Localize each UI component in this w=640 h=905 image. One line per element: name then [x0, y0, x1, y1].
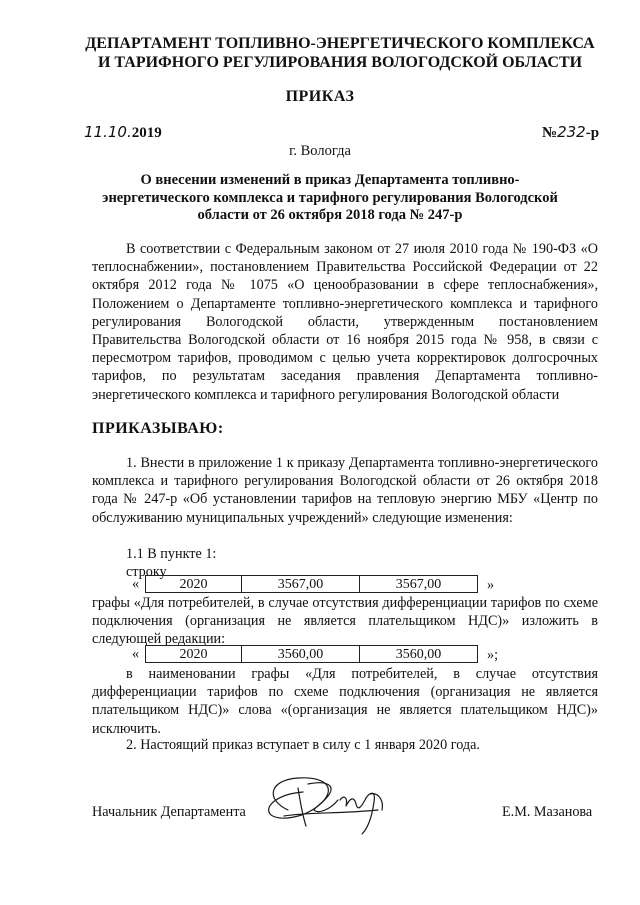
command-word: ПРИКАЗЫВАЮ:: [92, 420, 224, 437]
naming-paragraph: в наименовании графы «Для потребителей, в случае отсутствия дифференциации тарифов по схеме подключения (организация не является плательщиком НДС)» слова «(организация не является плательщиком НДС)» исключить.: [92, 666, 598, 737]
header-line-1: ДЕПАРТАМЕНТ ТОПЛИВНО-ЭНЕРГЕТИЧЕСКОГО КОМПЛЕКСА: [85, 35, 595, 52]
column-text: графы «Для потребителей, в случае отсутствия дифференциации тарифов по схеме подключения (организация не является плательщиком НДС)» изложить в следующей редакции:: [92, 595, 598, 648]
handwritten-date: 11.10.: [84, 123, 132, 141]
signatory-position: Начальник Департамента: [92, 804, 246, 820]
item-2-paragraph: 2. Настоящий приказ вступает в силу с 1 января 2020 года.: [126, 737, 480, 753]
new-row-open-quote: «: [132, 646, 140, 662]
city: г. Вологда: [289, 143, 351, 159]
document-title: О внесении изменений в приказ Департамента топливно-энергетического комплекса и тарифного регулирования Вологодской области от 26 октября 2018 года № 247-р: [102, 172, 558, 223]
old-row-close-quote: »: [487, 577, 495, 593]
row-word: строку: [126, 564, 167, 580]
old-row-open-quote: «: [132, 576, 140, 592]
handwritten-number: 232: [557, 123, 586, 141]
signature-drawing: [258, 770, 418, 840]
department-header: [60, 34, 620, 72]
old-row-value-2: 3567,00: [360, 576, 478, 593]
new-row-close-quote: »;: [487, 647, 499, 663]
item-1-paragraph: 1. Внести в приложение 1 к приказу Департамента топливно-энергетического комплекса и тарифного регулирования Вологодской области от 26 октября 2018 года № 247-р «Об установлении тарифов на тепловую энергию МБУ «Центр по обслуживанию муниципальных учреждений» следующие изменения:: [92, 455, 598, 526]
old-row-year: 2020: [146, 576, 242, 593]
new-row-value-1: 3560,00: [242, 646, 360, 663]
old-tariff-row: [145, 575, 478, 593]
new-row-year: 2020: [146, 646, 242, 663]
order-date: [84, 123, 162, 142]
handwritten-signature: [258, 770, 418, 845]
item-1-1: 1.1 В пункте 1:: [126, 546, 217, 562]
preamble-paragraph: В соответствии с Федеральным законом от 27 июля 2010 года № 190-ФЗ «О теплоснабжении», постановлением Правительства Российской Федерации от 22 октября 2012 года № 1075 «О ценообразовании в сфере теплоснабжения», Положением о Департаменте топливно-энергетического комплекса и тарифного регулирования Вологодской области, утвержденным постановлением Правительства Вологодской области от 16 ноября 2015 года № 958, в связи с пересмотром тарифов, проводимом с целью учета корректировок долгосрочных тарифов, по результатам заседания правления Департамента топливно-энергетического комплекса и тарифного регулирования Вологодской области: [92, 241, 598, 403]
order-number: [542, 123, 599, 142]
number-suffix: -р: [585, 125, 600, 141]
signatory-name: Е.М. Мазанова: [502, 804, 593, 820]
date-year: 2019: [131, 125, 162, 141]
order-label: ПРИКАЗ: [285, 88, 355, 105]
new-tariff-row: [145, 645, 478, 663]
header-line-2: И ТАРИФНОГО РЕГУЛИРОВАНИЯ ВОЛОГОДСКОЙ ОБЛАСТИ: [97, 54, 583, 71]
new-row-value-2: 3560,00: [360, 646, 478, 663]
number-prefix: №: [542, 125, 558, 141]
old-row-value-1: 3567,00: [242, 576, 360, 593]
